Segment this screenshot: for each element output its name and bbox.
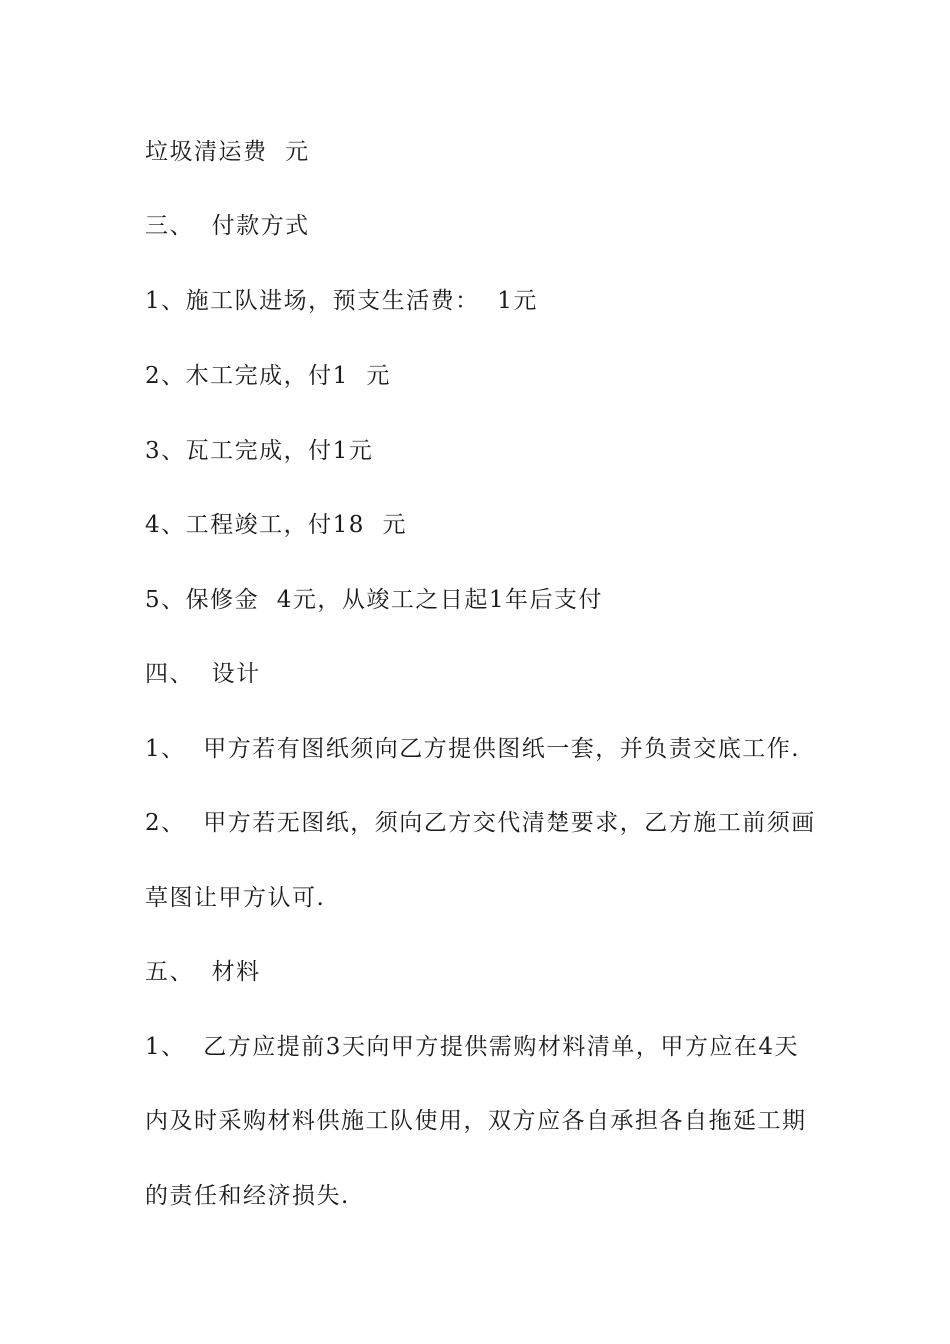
payment-item-4: 4、工程竣工，付18 元 [145,512,408,538]
section-heading-payment: 三、 付款方式 [145,213,310,239]
materials-item-1: 1、 乙方应提前3天向甲方提供需购材料清单，甲方应在4天 [145,1034,800,1060]
payment-item-1: 1、施工队进场，预支生活费： 1元 [145,288,538,314]
text-line-garbage-fee: 垃圾清运费 元 [145,139,310,165]
design-item-2-continued: 草图让甲方认可. [145,885,326,911]
materials-item-1-continued: 内及时采购材料供施工队使用，双方应各自承担各自拖延工期 [145,1108,807,1134]
section-heading-materials: 五、 材料 [145,959,261,985]
payment-item-5: 5、保修金 4元，从竣工之日起1年后支付 [145,587,604,613]
section-heading-design: 四、 设计 [145,661,261,687]
design-item-1: 1、 甲方若有图纸须向乙方提供图纸一套，并负责交底工作. [145,736,801,762]
payment-item-2: 2、木工完成，付1 元 [145,363,391,389]
materials-item-1-end: 的责任和经济损失. [145,1183,350,1209]
payment-item-3: 3、瓦工完成，付1元 [145,438,374,464]
design-item-2: 2、 甲方若无图纸，须向乙方交代清楚要求，乙方施工前须画 [145,810,816,836]
